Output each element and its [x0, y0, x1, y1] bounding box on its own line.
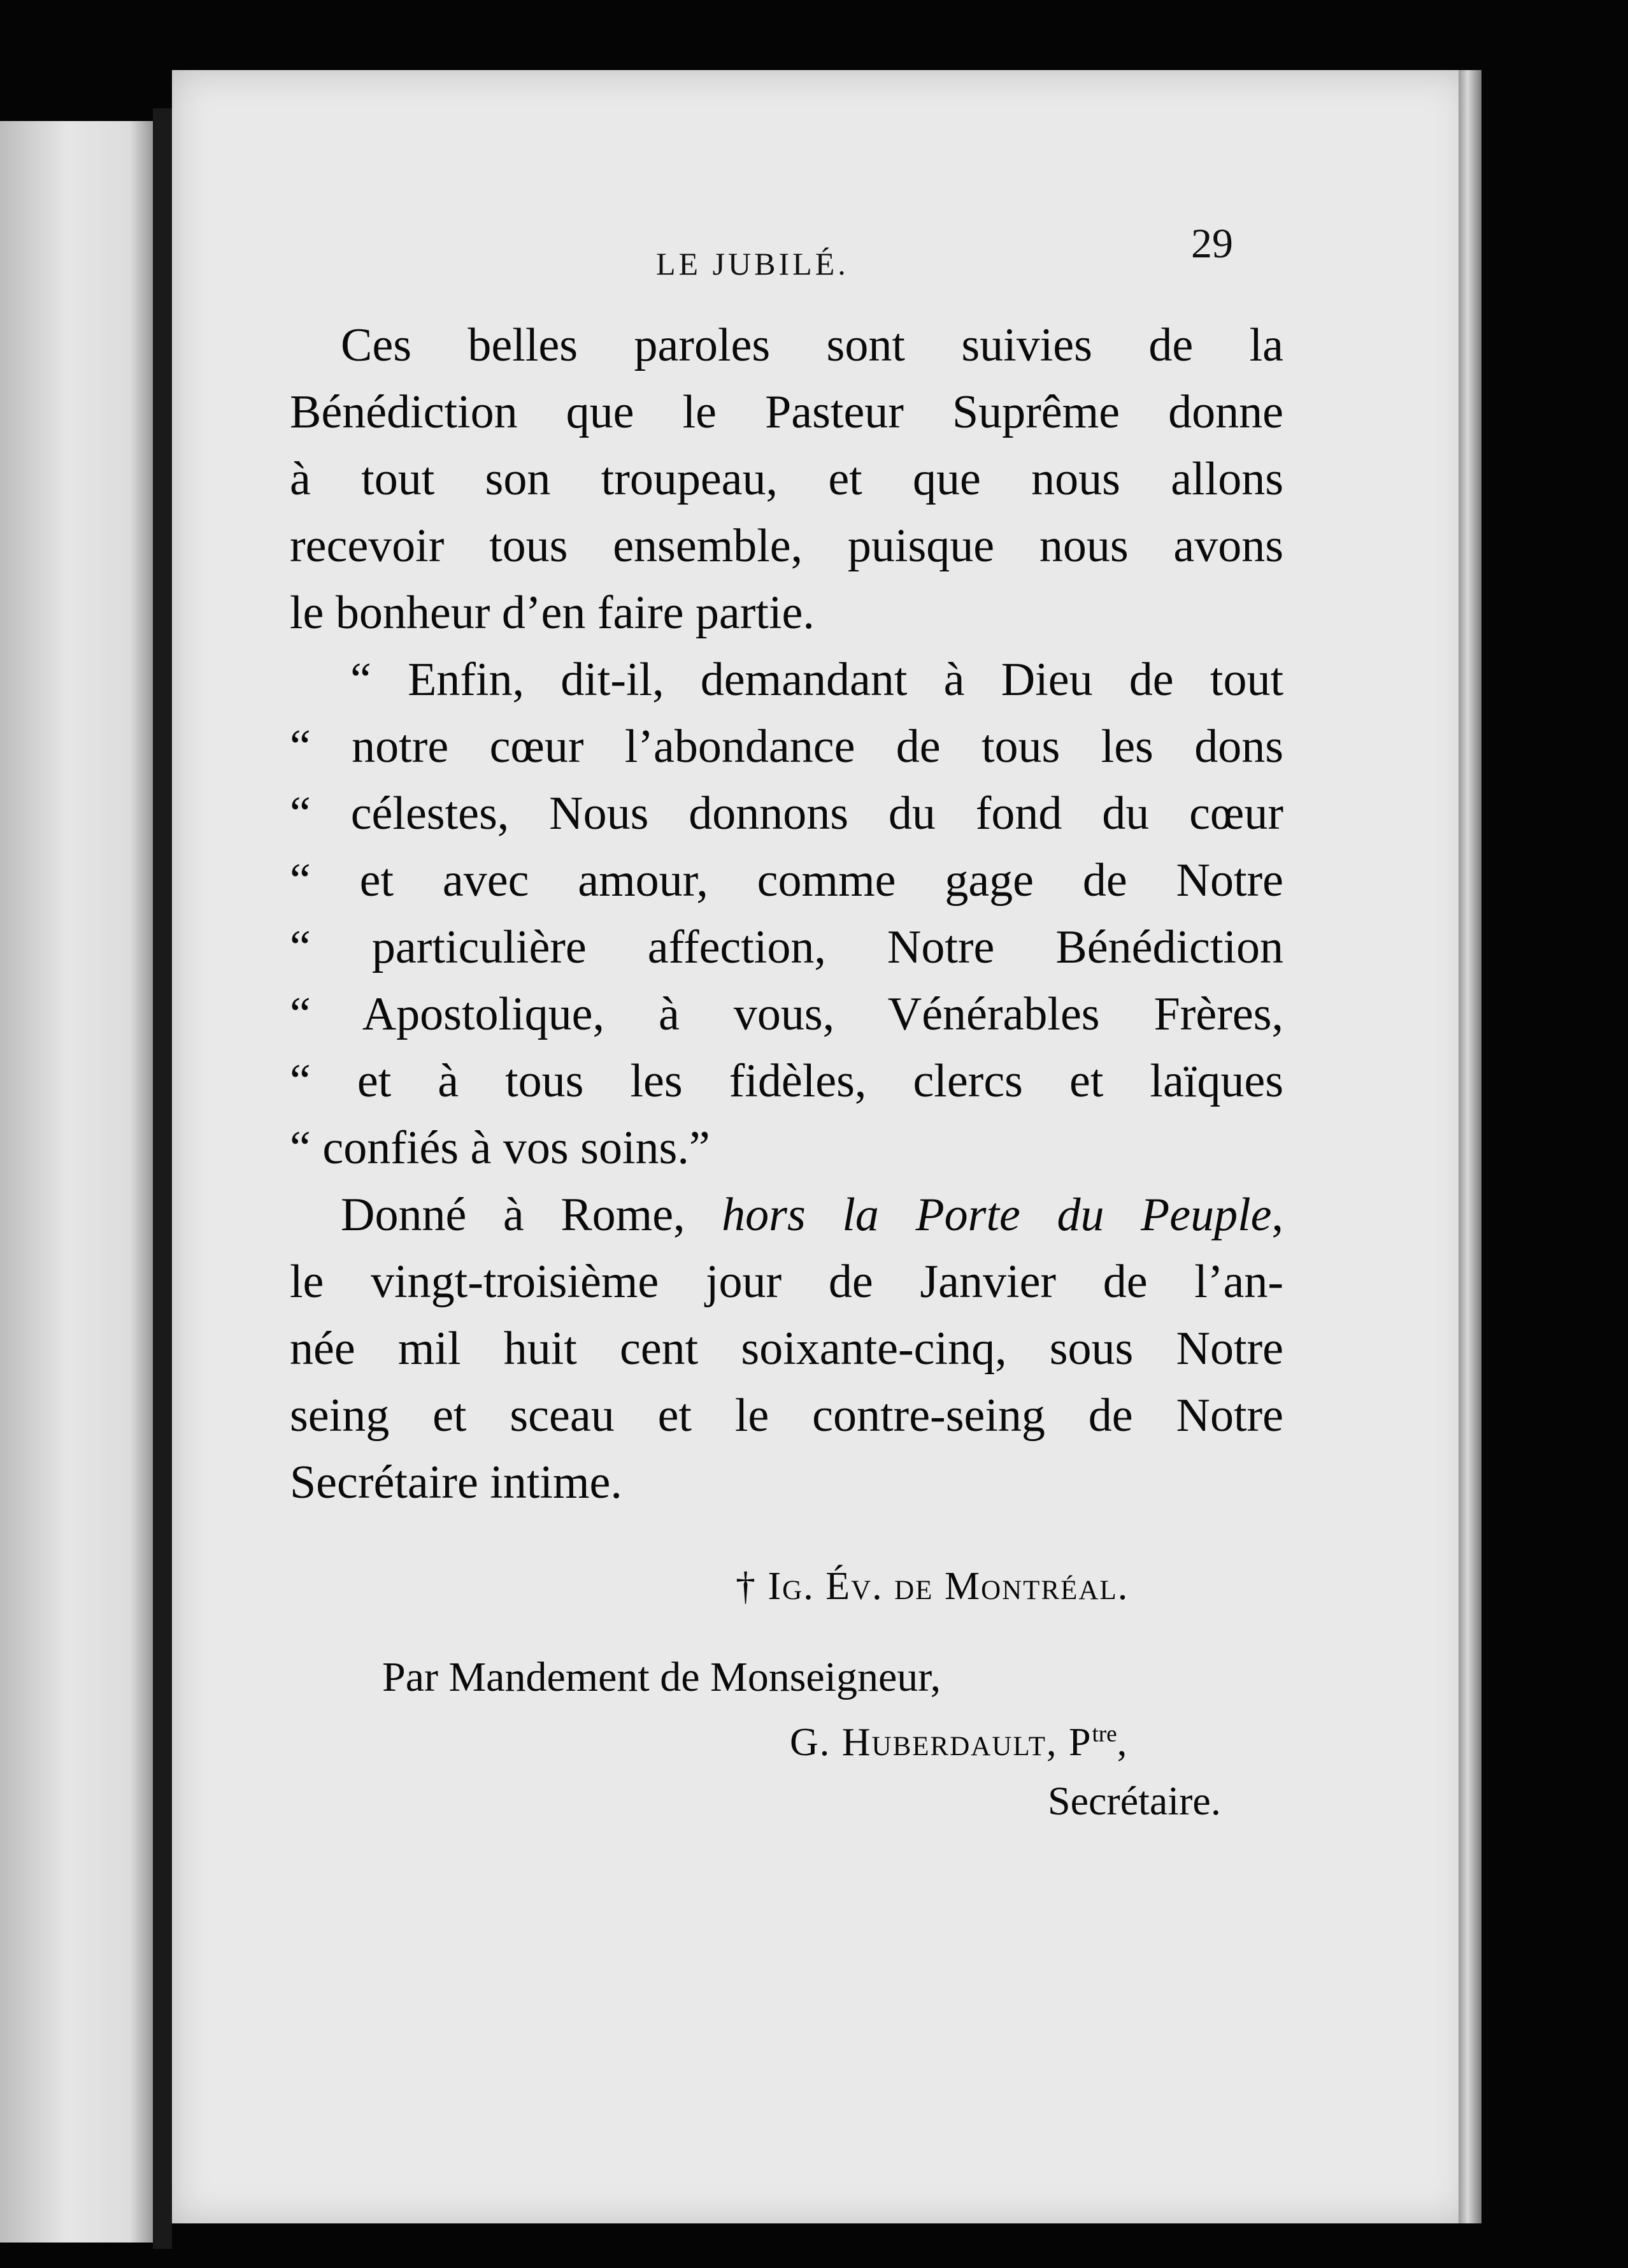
secretary-comma: ,	[1117, 1721, 1127, 1764]
quote-line: “ particulière affection, Notre Bénédiction	[290, 921, 1283, 973]
page-number: 29	[1191, 220, 1233, 267]
quote-line: “ et avec amour, comme gage de Notre	[290, 854, 1283, 907]
running-title: LE JUBILÉ.	[656, 246, 849, 282]
quote-line: “ notre cœur l’abondance de tous les dons	[290, 721, 1283, 773]
facing-page-edge	[0, 121, 153, 2243]
closing-line: Secrétaire intime.	[290, 1456, 622, 1509]
book-gutter	[153, 108, 172, 2249]
closing-line: le vingt-troisième jour de Janvier de l’an-	[290, 1256, 1283, 1308]
closing-line	[290, 1182, 1283, 1249]
secretary-title: Secrétaire.	[1048, 1778, 1221, 1823]
paragraph-line: Ces belles paroles sont suivies de la	[341, 319, 1283, 371]
mandement-line: Par Mandement de Monseigneur,	[382, 1654, 941, 1700]
quote-line: “ confiés à vos soins.”	[290, 1122, 710, 1174]
paragraph-line: recevoir tous ensemble, puisque nous avons	[290, 520, 1283, 572]
secretary-name-text: G. Huberdault, P	[790, 1721, 1092, 1764]
closing-punct: ,	[1271, 1189, 1283, 1241]
paragraph-line: Bénédiction que le Pasteur Suprême donne	[290, 386, 1283, 438]
quote-line: “ et à tous les fidèles, clercs et laïques	[290, 1055, 1283, 1107]
page-fore-edge	[1459, 70, 1482, 2223]
page-text	[290, 312, 1283, 1516]
bishop-signature: † Ig. Év. de Montréal.	[736, 1565, 1129, 1608]
closing-line: née mil huit cent soixante-cinq, sous Notre	[290, 1323, 1283, 1375]
closing-text: Donné à Rome,	[341, 1189, 722, 1241]
closing-italic-place: hors la Porte du Peuple	[722, 1189, 1272, 1241]
secretary-suffix: tre	[1092, 1721, 1117, 1748]
secretary-name	[790, 1720, 1127, 1765]
closing-line: seing et sceau et le contre-seing de Notre	[290, 1389, 1283, 1442]
quote-line: “ Enfin, dit-il, demandant à Dieu de tout	[350, 654, 1283, 706]
quote-line: “ célestes, Nous donnons du fond du cœur	[290, 787, 1283, 840]
paragraph-line: le bonheur d’en faire partie.	[290, 587, 815, 639]
paragraph-line: à tout son troupeau, et que nous allons	[290, 453, 1283, 505]
quote-line: “ Apostolique, à vous, Vénérables Frères,	[290, 988, 1283, 1040]
